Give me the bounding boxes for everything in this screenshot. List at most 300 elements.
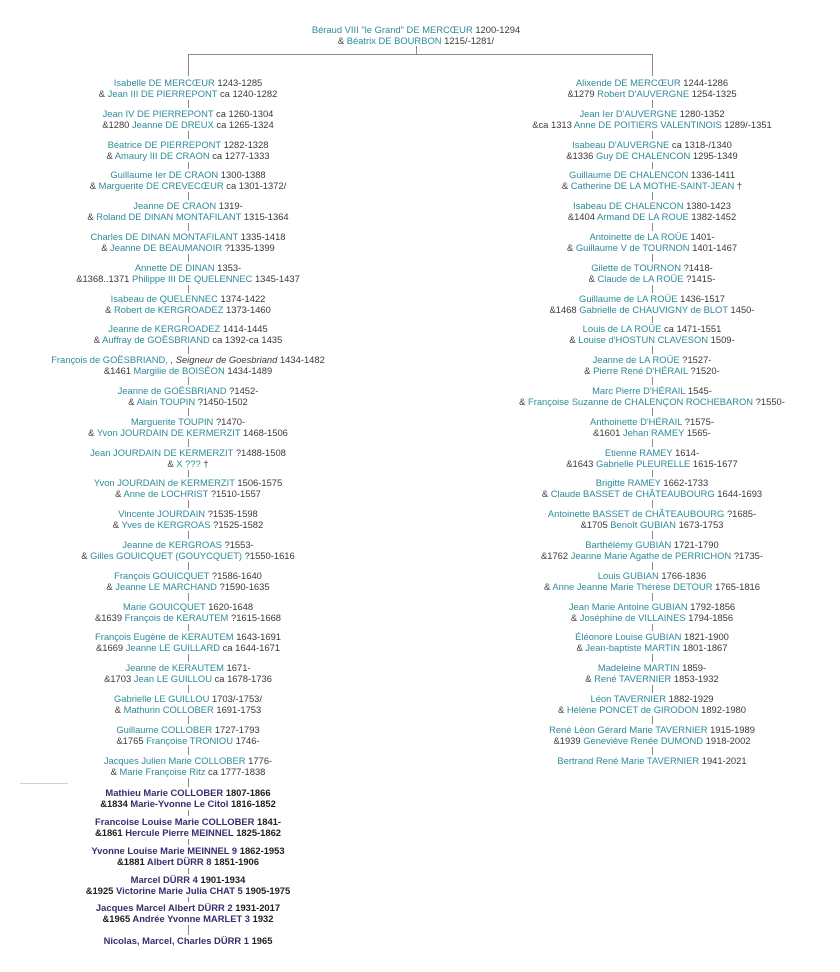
marriage-prefix: &1861 bbox=[94, 827, 126, 838]
marriage-prefix: & bbox=[584, 365, 594, 377]
person-line bbox=[95, 601, 281, 612]
generation-couple bbox=[562, 169, 742, 191]
spouse-dates: ca 1678-1736 bbox=[214, 673, 272, 685]
spouse-line bbox=[94, 334, 283, 345]
person-link[interactable]: Annette DE DINAN bbox=[134, 261, 215, 273]
person-link[interactable]: Etienne RAMEY bbox=[604, 446, 673, 458]
generation-couple bbox=[90, 447, 286, 469]
marriage-prefix: &1939 bbox=[553, 734, 584, 746]
generation-couple bbox=[106, 139, 269, 161]
generation-connector bbox=[188, 562, 189, 570]
generation-couple bbox=[590, 416, 714, 438]
marriage-prefix: &1643 bbox=[566, 457, 596, 469]
person-line bbox=[99, 77, 278, 88]
person-link[interactable]: Marc Pierre D'HÉRAIL bbox=[592, 385, 686, 396]
person-dates: 1821-1900 bbox=[684, 631, 729, 643]
person-dates: ?1575- bbox=[684, 415, 714, 427]
person-link[interactable]: Jeanne de LA ROÜE bbox=[592, 354, 680, 366]
person-link[interactable]: Madeleine MARTIN bbox=[597, 662, 680, 674]
spouse-link[interactable]: Jeanne Marie Agathe de PERRICHON bbox=[570, 550, 732, 561]
person-line bbox=[104, 935, 273, 946]
generation-connector bbox=[188, 685, 189, 693]
generation-couple bbox=[100, 787, 276, 809]
person-line bbox=[118, 385, 259, 396]
person-dates: 1336-1411 bbox=[690, 169, 736, 181]
generation-connector bbox=[652, 254, 653, 262]
generation-couple bbox=[584, 354, 719, 376]
spouse-link[interactable]: Robert D'AUVERGNE bbox=[597, 88, 690, 99]
spouse-link[interactable]: Gilles GOUICQUET (GOUYCQUET) bbox=[90, 550, 243, 561]
generation-connector bbox=[188, 925, 189, 935]
spouse-dates: ?1615-1668 bbox=[230, 611, 282, 623]
generation-couple bbox=[550, 293, 755, 315]
person-line bbox=[113, 508, 263, 519]
spouse-link[interactable]: Hercule Pierre MEINNEL bbox=[125, 827, 234, 838]
person-link[interactable]: Nicolas, Marcel, Charles DÜRR 1 bbox=[103, 935, 249, 946]
right-drop bbox=[652, 54, 653, 76]
marriage-prefix: & bbox=[105, 303, 114, 315]
spouse-link[interactable]: Jean-baptiste MARTIN bbox=[585, 642, 681, 654]
spouse-line bbox=[566, 150, 737, 161]
spouse-link[interactable]: Marie-Yvonne Le Citol bbox=[130, 798, 229, 809]
person-link[interactable]: Éléonore Louise GUBIAN bbox=[575, 631, 682, 643]
marriage-prefix: & bbox=[114, 704, 124, 715]
root-stem bbox=[416, 46, 417, 54]
spouse-line bbox=[519, 396, 785, 407]
generation-connector bbox=[652, 500, 653, 508]
generation-couple bbox=[566, 139, 737, 161]
marriage-prefix: & bbox=[585, 673, 595, 685]
generation-connector bbox=[188, 500, 189, 508]
person-link[interactable]: Guillaume COLLOBER bbox=[116, 723, 213, 735]
generation-couple bbox=[113, 508, 263, 530]
person-link[interactable]: Yvon JOURDAIN de KERMERZIT bbox=[93, 477, 235, 489]
spouse-link[interactable]: Louise d'HOSTUN CLAVESON bbox=[578, 334, 709, 346]
person-link[interactable]: Yvonne Louise Marie MEINNEL 9 bbox=[91, 845, 238, 856]
person-link[interactable]: Guillaume de LA ROÜE bbox=[579, 292, 678, 304]
spouse-dates: ?1335-1399 bbox=[224, 242, 275, 253]
person-dates: 1374-1422 bbox=[220, 292, 266, 304]
marriage-prefix: &1762 bbox=[540, 550, 571, 561]
spouse-link[interactable]: Catherine DE LA MOTHE-SAINT-JEAN bbox=[570, 180, 735, 192]
spouse-line bbox=[95, 827, 281, 838]
person-dates: 1380-1423 bbox=[686, 200, 731, 212]
marriage-prefix: & bbox=[128, 396, 137, 407]
marriage-prefix: & bbox=[98, 88, 108, 99]
spouse-link[interactable]: Marie Françoise Ritz bbox=[119, 765, 206, 777]
spouse-link[interactable]: Victorine Marie Julia CHAT 5 bbox=[116, 885, 243, 896]
person-link[interactable]: Jeanne de GOËSBRIAND bbox=[117, 385, 227, 396]
spouse-link[interactable]: Gabrielle PLEURELLE bbox=[595, 457, 691, 469]
person-link[interactable]: Anthoinette D'HÉRAIL bbox=[590, 415, 683, 427]
person-link[interactable]: Mathieu Marie COLLOBER bbox=[105, 787, 224, 798]
marriage-prefix: & bbox=[81, 550, 91, 561]
generation-connector bbox=[188, 531, 189, 539]
marriage-prefix: &1468 bbox=[549, 303, 580, 315]
person-dates: 1941-2021 bbox=[701, 754, 747, 766]
generation-couple bbox=[548, 508, 756, 530]
person-line bbox=[94, 323, 283, 334]
person-link[interactable]: Bertrand René Marie TAVERNIER bbox=[557, 754, 700, 766]
spouse-link[interactable]: Geneviève Renée DUMOND bbox=[583, 734, 704, 746]
spouse-dates: 1565- bbox=[686, 426, 711, 438]
spouse-link[interactable]: Jehan RAMEY bbox=[622, 426, 685, 438]
spouse-line bbox=[118, 396, 259, 407]
spouse-dates: 1765-1816 bbox=[715, 580, 760, 592]
spouse-link[interactable]: Claude BASSET de CHÂTEAUBOURG bbox=[550, 488, 715, 500]
marriage-prefix: & bbox=[519, 396, 528, 407]
spouse-dates: 1794-1856 bbox=[688, 611, 734, 623]
spouse-link[interactable]: Philippe III DE QUELENNEC bbox=[131, 272, 253, 284]
marriage-prefix: & bbox=[167, 457, 177, 469]
marriage-prefix: &1703 bbox=[104, 673, 134, 685]
person-link[interactable]: Francoise Louise Marie COLLOBER bbox=[94, 816, 255, 827]
marriage-prefix: & bbox=[569, 334, 579, 346]
person-link[interactable]: Jean JOURDAIN DE KERMERZIT bbox=[90, 446, 234, 458]
generation-couple bbox=[95, 631, 281, 653]
person-dates: 1434-1482 bbox=[279, 354, 325, 366]
spouse-line bbox=[584, 365, 719, 376]
person-link[interactable]: Barthélémy GUBIAN bbox=[585, 539, 672, 550]
generation-connector bbox=[188, 346, 189, 354]
generation-connector bbox=[652, 100, 653, 108]
person-link[interactable]: Gabrielle LE GUILLOU bbox=[113, 693, 210, 704]
person-line bbox=[86, 874, 290, 885]
spouse-line bbox=[569, 334, 734, 345]
person-link[interactable]: Isabeau D'AUVERGNE bbox=[572, 138, 670, 150]
spouse-dates: 1615-1677 bbox=[692, 457, 738, 469]
person-link[interactable]: Marguerite TOUPIN bbox=[130, 415, 214, 427]
person-dates: 1671- bbox=[226, 662, 251, 674]
person-link[interactable]: Guillaume Ier DE CRAON bbox=[110, 169, 219, 181]
person-link[interactable]: Charles DE DINAN MONTAFILANT bbox=[90, 231, 239, 242]
spouse-dates: 1673-1753 bbox=[678, 519, 724, 531]
person-link[interactable]: Louis GUBIAN bbox=[597, 569, 659, 581]
person-dates: ?1535-1598 bbox=[207, 508, 258, 520]
person-line bbox=[557, 755, 746, 766]
spouse-link[interactable]: Jeanne LE MARCHAND bbox=[115, 580, 217, 592]
generation-connector bbox=[652, 346, 653, 354]
person-link[interactable]: Antoinette de LA ROÜE bbox=[589, 231, 688, 242]
spouse-link[interactable]: Anne de LOCHRIST bbox=[123, 488, 209, 500]
generation-couple bbox=[95, 816, 281, 838]
person-link[interactable]: Isabeau DE CHALENCON bbox=[573, 200, 684, 212]
generation-connector bbox=[188, 778, 189, 787]
person-link[interactable]: Jeanne de KERGROADEZ bbox=[108, 323, 221, 335]
person-line bbox=[106, 570, 269, 581]
person-link[interactable]: Vincente JOURDAIN bbox=[118, 508, 206, 520]
generation-couple bbox=[87, 200, 288, 222]
person-link[interactable]: René Léon Gérard Marie TAVERNIER bbox=[549, 723, 708, 735]
generation-couple bbox=[118, 385, 259, 407]
person-link[interactable]: François GOUICQUET bbox=[114, 569, 210, 581]
spouse-link[interactable]: Joséphine de VILLAINES bbox=[579, 611, 686, 623]
marriage-prefix: & bbox=[115, 488, 124, 500]
spouse-line bbox=[76, 273, 300, 284]
person-line bbox=[548, 508, 756, 519]
person-link[interactable]: Jeanne de KERAUTEM bbox=[125, 662, 224, 674]
person-line bbox=[88, 416, 288, 427]
generation-connector bbox=[188, 316, 189, 324]
generation-connector bbox=[188, 593, 189, 601]
spouse-line bbox=[90, 458, 286, 469]
spouse-link[interactable]: Anne Jeanne Marie Thérèse DETOUR bbox=[552, 580, 713, 592]
marriage-prefix: & bbox=[544, 580, 553, 592]
spouse-link[interactable]: Alain TOUPIN bbox=[136, 396, 196, 407]
spouse-link[interactable]: Jeanne DE BEAUMANOIR bbox=[110, 242, 223, 253]
spouse-link[interactable]: Margilie de BOISÉON bbox=[133, 365, 225, 377]
marriage-prefix: & bbox=[576, 642, 586, 654]
spouse-link[interactable]: Auffray de GOËSBRIAND bbox=[102, 334, 210, 346]
spouse-line bbox=[585, 673, 718, 684]
spouse-dates: 1382-1452 bbox=[691, 211, 737, 223]
spouse-link[interactable]: X ??? bbox=[176, 457, 201, 469]
person-link[interactable]: Jacques Marcel Albert DÜRR 2 bbox=[95, 902, 233, 913]
generation-couple bbox=[95, 601, 281, 623]
person-dates: 1545- bbox=[687, 385, 712, 396]
person-link[interactable]: Béatrice DE PIERREPONT bbox=[107, 138, 221, 150]
person-dates: 1807-1866 bbox=[225, 787, 271, 798]
person-line bbox=[519, 385, 785, 396]
person-link[interactable]: Antoinette BASSET de CHÂTEAUBOURG bbox=[547, 508, 725, 520]
person-line bbox=[589, 262, 716, 273]
person-dates: ?1470- bbox=[215, 415, 246, 427]
spouse-link[interactable]: Amaury III DE CRAON bbox=[114, 149, 210, 161]
spouse-link[interactable]: Mathurin COLLOBER bbox=[123, 704, 214, 715]
person-link[interactable]: Marie GOUICQUET bbox=[122, 600, 206, 612]
marriage-prefix: &1280 bbox=[102, 118, 132, 130]
person-dates: ?1685- bbox=[726, 508, 757, 520]
generation-connector bbox=[652, 223, 653, 231]
marriage-prefix: &ca 1313 bbox=[532, 118, 574, 130]
spouse-line bbox=[96, 913, 280, 924]
person-link[interactable]: Alixende DE MERCŒUR bbox=[575, 77, 681, 88]
spouse-line bbox=[567, 88, 736, 99]
generation-connector bbox=[188, 654, 189, 662]
spouse-link[interactable]: Guillaume V de TOURNON bbox=[575, 242, 690, 253]
marriage-prefix: &1639 bbox=[94, 611, 125, 623]
person-dates: 1965 bbox=[251, 935, 273, 946]
person-link[interactable]: Jeanne DE CRAON bbox=[133, 200, 217, 212]
generation-connector bbox=[652, 162, 653, 170]
spouse-dates: ?1415- bbox=[686, 272, 716, 284]
spouse-link[interactable]: Yvon JOURDAIN DE KERMERZIT bbox=[96, 426, 241, 438]
marriage-prefix: &1834 bbox=[100, 798, 131, 809]
generation-couple bbox=[104, 755, 272, 777]
spouse-link[interactable]: Jeanne LE GUILLARD bbox=[125, 642, 221, 654]
generation-couple bbox=[549, 724, 755, 746]
spouse-link[interactable]: François de KERAUTEM bbox=[124, 611, 229, 623]
spouse-line bbox=[94, 488, 282, 499]
generation-couple bbox=[114, 693, 262, 715]
spouse-line bbox=[95, 642, 281, 653]
person-dates: 1915-1989 bbox=[710, 723, 755, 735]
generation-couple bbox=[104, 662, 272, 684]
generation-couple bbox=[116, 724, 259, 746]
person-line bbox=[566, 139, 737, 150]
spouse-link[interactable]: Robert de KERGROADEZ bbox=[113, 303, 224, 315]
spouse-dates: 1401-1467 bbox=[692, 242, 738, 253]
spouse-line bbox=[86, 885, 290, 896]
person-link[interactable]: Isabelle DE MERCŒUR bbox=[113, 77, 215, 88]
spouse-line bbox=[113, 519, 263, 530]
generation-connector bbox=[652, 716, 653, 724]
marriage-prefix: & bbox=[588, 272, 598, 284]
marriage-prefix: & bbox=[337, 35, 347, 46]
person-dates: 1300-1388 bbox=[220, 169, 266, 181]
spouse-line bbox=[549, 735, 755, 746]
person-line bbox=[81, 539, 294, 550]
generation-connector bbox=[188, 100, 189, 108]
spouse-dates: 1851-1906 bbox=[214, 856, 259, 867]
marriage-prefix: &1279 bbox=[567, 88, 598, 99]
person-link[interactable]: Guillaume DE CHALENCON bbox=[568, 169, 689, 181]
person-line bbox=[590, 416, 714, 427]
person-line bbox=[90, 231, 285, 242]
spouse-line bbox=[95, 612, 281, 623]
spouse-link[interactable]: Armand DE LA ROUE bbox=[597, 211, 689, 223]
generation-couple bbox=[51, 354, 325, 376]
person-link[interactable]: Jean IV DE PIERREPONT bbox=[102, 107, 214, 119]
spouse-dates: ?1590-1635 bbox=[219, 580, 270, 592]
root-couple bbox=[312, 24, 520, 46]
generation-connector bbox=[188, 223, 189, 231]
spouse-line bbox=[548, 519, 756, 530]
person-link[interactable]: François Eugène de KERAUTEM bbox=[94, 631, 234, 643]
marriage-prefix: &1601 bbox=[593, 426, 623, 438]
person-dates: 1901-1934 bbox=[200, 874, 246, 885]
spouse-link[interactable]: Pierre René D'HÉRAIL bbox=[593, 365, 688, 377]
generation-connector bbox=[188, 470, 189, 478]
spouse-line bbox=[590, 427, 714, 438]
generation-couple bbox=[86, 874, 290, 896]
person-link[interactable]: Marcel DÜRR 4 bbox=[130, 874, 198, 885]
spouse-link[interactable]: Béatrix DE BOURBON bbox=[346, 35, 442, 46]
spouse-link[interactable]: Yves de KERGROAS bbox=[121, 519, 211, 531]
spouse-link[interactable]: Albert DÜRR 8 bbox=[146, 856, 212, 867]
spouse-line bbox=[114, 704, 262, 715]
person-line bbox=[105, 293, 271, 304]
generation-connector bbox=[652, 316, 653, 324]
spouse-link[interactable]: Andrée Yvonne MARLET 3 bbox=[132, 913, 250, 924]
spouse-link[interactable]: Françoise TRONIOU bbox=[146, 734, 233, 746]
marriage-prefix: & bbox=[106, 580, 116, 592]
generation-connector bbox=[652, 654, 653, 662]
person-line bbox=[532, 108, 772, 119]
person-line bbox=[569, 323, 734, 334]
person-line bbox=[544, 570, 760, 581]
person-link[interactable]: François de GOËSBRIAND, bbox=[51, 354, 168, 366]
person-line bbox=[90, 169, 286, 180]
spouse-dates: 1468-1506 bbox=[243, 426, 288, 438]
generation-couple bbox=[99, 77, 278, 99]
person-link[interactable]: Jeanne de KERGROAS bbox=[122, 539, 222, 550]
spouse-dates: 1691-1753 bbox=[216, 704, 262, 715]
spouse-link[interactable]: Roland DE DINAN MONTAFILANT bbox=[96, 211, 242, 223]
spouse-link[interactable]: Anne DE POITIERS VALENTINOIS bbox=[573, 118, 722, 130]
person-dates: ?1586-1640 bbox=[211, 569, 262, 581]
generation-couple bbox=[532, 108, 772, 130]
spouse-link[interactable]: Benoît GUBIAN bbox=[610, 519, 676, 531]
generation-connector bbox=[652, 439, 653, 447]
spouse-dates: ?1550- bbox=[755, 396, 785, 407]
spouse-dates: ca 1644-1671 bbox=[222, 642, 280, 654]
generation-couple bbox=[589, 262, 716, 284]
person-line bbox=[568, 200, 736, 211]
spouse-link[interactable]: Françoise Suzanne de CHALENÇON ROCHEBARON bbox=[527, 396, 754, 407]
generation-couple bbox=[76, 262, 300, 284]
spouse-dates: ca 1277-1333 bbox=[212, 149, 270, 161]
spouse-dates: 1801-1867 bbox=[682, 642, 728, 654]
generation-couple bbox=[519, 385, 785, 407]
person-dates: 1662-1733 bbox=[663, 477, 709, 489]
person-link[interactable]: Léon TAVERNIER bbox=[590, 693, 667, 704]
person-link[interactable]: Béraud VIII "le Grand" DE MERCŒUR bbox=[311, 24, 473, 35]
generation-couple bbox=[88, 416, 288, 438]
person-dates: 1859- bbox=[682, 662, 707, 674]
side-marker bbox=[20, 783, 68, 784]
spouse-link[interactable]: Marguerite DE CREVECŒUR bbox=[98, 180, 224, 192]
spouse-link[interactable]: Jeanne DE DREUX bbox=[131, 118, 214, 130]
person-dates: 1401- bbox=[690, 231, 715, 242]
person-dates: 1282-1328 bbox=[223, 138, 269, 150]
spouse-dates: ?1510-1557 bbox=[210, 488, 261, 500]
spouse-line bbox=[104, 673, 272, 684]
generation-couple bbox=[94, 323, 283, 345]
person-link[interactable]: Brigitte RAMEY bbox=[595, 477, 661, 489]
person-link[interactable]: Jean Ier D'AUVERGNE bbox=[579, 107, 678, 119]
generation-couple bbox=[566, 447, 738, 469]
spouse-dates: 1450- bbox=[730, 303, 755, 315]
person-line bbox=[95, 631, 281, 642]
spouse-line bbox=[541, 550, 763, 561]
generation-connector bbox=[652, 747, 653, 755]
person-line bbox=[106, 139, 269, 150]
person-dates: 1200-1294 bbox=[475, 24, 521, 35]
spouse-link[interactable]: René TAVERNIER bbox=[594, 673, 672, 685]
person-dates: 1792-1856 bbox=[690, 600, 736, 612]
spouse-dates: 1644-1693 bbox=[717, 488, 763, 500]
spouse-link[interactable]: Gabrielle de CHAUVIGNY de BLOT bbox=[579, 303, 728, 315]
person-line bbox=[114, 693, 262, 704]
marriage-prefix: &1881 bbox=[117, 856, 147, 867]
person-line bbox=[575, 631, 729, 642]
person-link[interactable]: Louis de LA ROÜE bbox=[582, 323, 662, 335]
spouse-dates: 1905-1975 bbox=[245, 885, 291, 896]
spouse-line bbox=[106, 581, 269, 592]
person-line bbox=[558, 693, 746, 704]
person-dates: ?1418- bbox=[683, 261, 713, 273]
spouse-link[interactable]: Hélène PONCET de GIRODON bbox=[566, 704, 699, 715]
spouse-link[interactable]: Claude de LA ROÜE bbox=[597, 272, 684, 284]
spouse-dates: † bbox=[736, 180, 743, 192]
spouse-line bbox=[569, 612, 735, 623]
generation-couple bbox=[541, 539, 763, 561]
spouse-link[interactable]: Jean III DE PIERREPONT bbox=[107, 88, 218, 99]
spouse-dates: ?1520- bbox=[690, 365, 720, 377]
generation-couple bbox=[544, 570, 760, 592]
marriage-prefix: &1765 bbox=[116, 734, 147, 746]
person-link[interactable]: Jacques Julien Marie COLLOBER bbox=[103, 754, 246, 766]
generation-couple bbox=[105, 293, 271, 315]
spouse-link[interactable]: Guy DE CHALENCON bbox=[595, 149, 691, 161]
person-link[interactable]: Jean Marie Antoine GUBIAN bbox=[568, 600, 688, 612]
spouse-link[interactable]: Jean LE GUILLOU bbox=[133, 673, 212, 685]
person-link[interactable]: Gilette de TOURNON bbox=[591, 261, 681, 273]
spouse-line bbox=[90, 180, 286, 191]
person-link[interactable]: Isabeau de QUELENNEC bbox=[110, 292, 218, 304]
generation-connector bbox=[652, 470, 653, 478]
